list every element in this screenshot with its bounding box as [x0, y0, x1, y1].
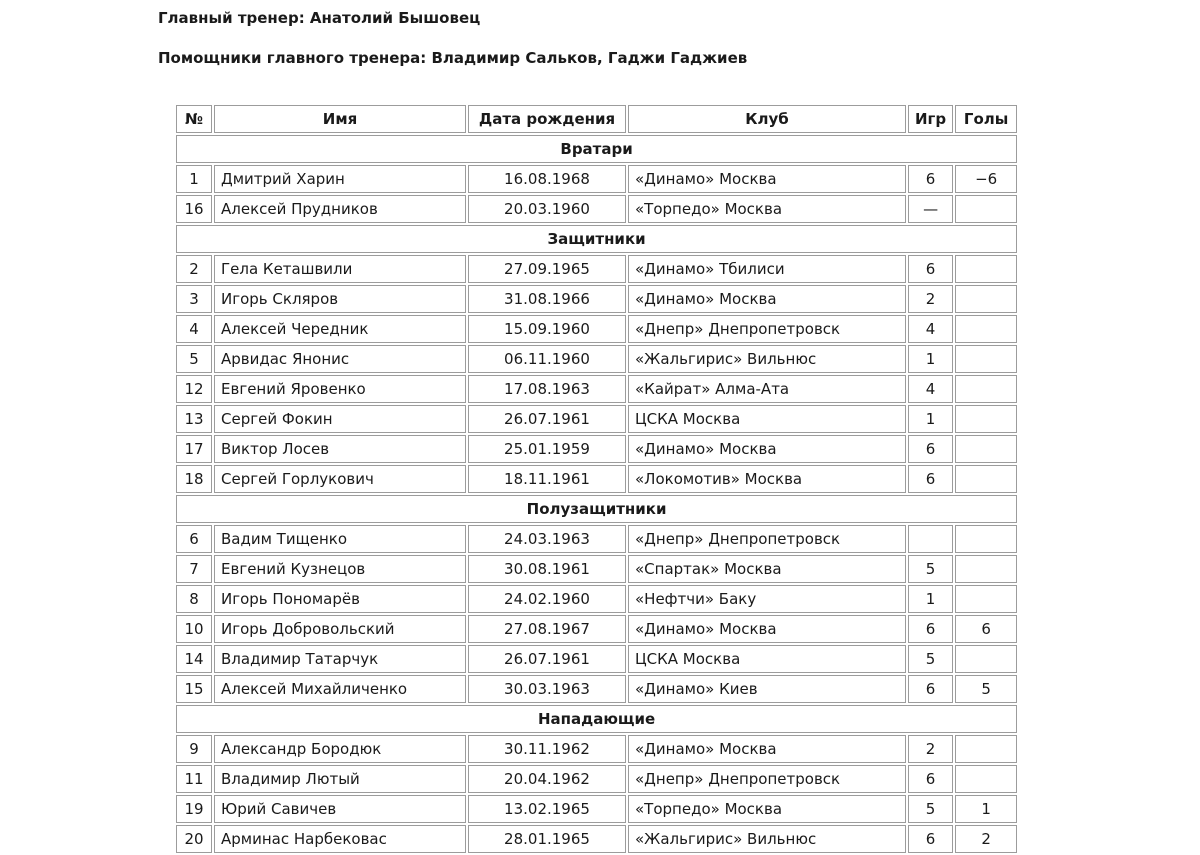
cell-birthdate: 30.03.1963 [468, 675, 626, 703]
player-row [176, 555, 1017, 583]
cell-goals: 5 [955, 675, 1017, 703]
player-row [176, 165, 1017, 193]
cell-games [908, 525, 953, 553]
player-row [176, 735, 1017, 763]
cell-games: 6 [908, 435, 953, 463]
cell-birthdate: 25.01.1959 [468, 435, 626, 463]
cell-birthdate: 15.09.1960 [468, 315, 626, 343]
player-row [176, 795, 1017, 823]
cell-goals [955, 285, 1017, 313]
cell-name: Игорь Добровольский [214, 615, 466, 643]
cell-club: «Динамо» Москва [628, 435, 906, 463]
cell-name: Арминас Нарбековас [214, 825, 466, 853]
cell-name: Вадим Тищенко [214, 525, 466, 553]
cell-birthdate: 26.07.1961 [468, 405, 626, 433]
player-row [176, 615, 1017, 643]
cell-goals [955, 525, 1017, 553]
cell-games: 6 [908, 465, 953, 493]
cell-name: Евгений Яровенко [214, 375, 466, 403]
assistant-coaches-line: Помощники главного тренера: Владимир Сальков, Гаджи Гаджиев [158, 49, 748, 67]
cell-club: «Кайрат» Алма-Ата [628, 375, 906, 403]
cell-number: 20 [176, 825, 212, 853]
column-header-number: № [176, 105, 212, 133]
cell-games: 1 [908, 585, 953, 613]
player-row [176, 825, 1017, 853]
cell-number: 11 [176, 765, 212, 793]
cell-games: 6 [908, 165, 953, 193]
column-header-goals: Голы [955, 105, 1017, 133]
cell-games: 1 [908, 345, 953, 373]
cell-birthdate: 27.09.1965 [468, 255, 626, 283]
section-row [176, 135, 1017, 163]
section-row [176, 705, 1017, 733]
cell-games: 6 [908, 825, 953, 853]
cell-goals: 2 [955, 825, 1017, 853]
cell-number: 16 [176, 195, 212, 223]
cell-birthdate: 26.07.1961 [468, 645, 626, 673]
cell-number: 2 [176, 255, 212, 283]
cell-name: Игорь Пономарёв [214, 585, 466, 613]
cell-club: «Динамо» Москва [628, 615, 906, 643]
cell-club: «Локомотив» Москва [628, 465, 906, 493]
cell-club: «Днепр» Днепропетровск [628, 765, 906, 793]
cell-number: 9 [176, 735, 212, 763]
cell-club: «Нефтчи» Баку [628, 585, 906, 613]
cell-birthdate: 20.04.1962 [468, 765, 626, 793]
cell-birthdate: 24.03.1963 [468, 525, 626, 553]
cell-goals [955, 255, 1017, 283]
cell-birthdate: 20.03.1960 [468, 195, 626, 223]
head-coach-line: Главный тренер: Анатолий Бышовец [158, 9, 481, 27]
cell-goals [955, 375, 1017, 403]
column-header-club: Клуб [628, 105, 906, 133]
cell-goals [955, 585, 1017, 613]
cell-number: 14 [176, 645, 212, 673]
player-row [176, 675, 1017, 703]
cell-name: Гела Кеташвили [214, 255, 466, 283]
table-header-row [176, 105, 1017, 133]
cell-birthdate: 17.08.1963 [468, 375, 626, 403]
cell-number: 3 [176, 285, 212, 313]
cell-club: ЦСКА Москва [628, 405, 906, 433]
cell-club: «Динамо» Москва [628, 165, 906, 193]
player-row [176, 345, 1017, 373]
cell-birthdate: 27.08.1967 [468, 615, 626, 643]
cell-name: Юрий Савичев [214, 795, 466, 823]
cell-games: 6 [908, 765, 953, 793]
cell-games: 6 [908, 255, 953, 283]
player-row [176, 585, 1017, 613]
cell-goals [955, 555, 1017, 583]
cell-number: 5 [176, 345, 212, 373]
cell-club: «Динамо» Тбилиси [628, 255, 906, 283]
cell-name: Арвидас Янонис [214, 345, 466, 373]
cell-name: Алексей Чередник [214, 315, 466, 343]
cell-name: Евгений Кузнецов [214, 555, 466, 583]
cell-name: Александр Бородюк [214, 735, 466, 763]
cell-number: 13 [176, 405, 212, 433]
player-row [176, 765, 1017, 793]
cell-club: «Днепр» Днепропетровск [628, 525, 906, 553]
cell-games: 2 [908, 285, 953, 313]
cell-birthdate: 18.11.1961 [468, 465, 626, 493]
cell-games: — [908, 195, 953, 223]
player-row [176, 645, 1017, 673]
player-row [176, 435, 1017, 463]
section-title: Полузащитники [176, 495, 1017, 523]
cell-goals [955, 195, 1017, 223]
cell-goals [955, 735, 1017, 763]
player-row [176, 255, 1017, 283]
cell-number: 8 [176, 585, 212, 613]
section-title: Нападающие [176, 705, 1017, 733]
section-row [176, 225, 1017, 253]
cell-number: 17 [176, 435, 212, 463]
cell-club: «Динамо» Киев [628, 675, 906, 703]
player-row [176, 195, 1017, 223]
section-title: Защитники [176, 225, 1017, 253]
cell-number: 10 [176, 615, 212, 643]
cell-goals [955, 315, 1017, 343]
cell-number: 6 [176, 525, 212, 553]
cell-club: ЦСКА Москва [628, 645, 906, 673]
cell-name: Игорь Скляров [214, 285, 466, 313]
cell-club: «Спартак» Москва [628, 555, 906, 583]
cell-number: 7 [176, 555, 212, 583]
cell-number: 1 [176, 165, 212, 193]
cell-name: Дмитрий Харин [214, 165, 466, 193]
cell-club: «Днепр» Днепропетровск [628, 315, 906, 343]
cell-birthdate: 24.02.1960 [468, 585, 626, 613]
cell-games: 5 [908, 555, 953, 583]
cell-goals: −6 [955, 165, 1017, 193]
cell-number: 15 [176, 675, 212, 703]
section-title: Вратари [176, 135, 1017, 163]
player-row [176, 405, 1017, 433]
cell-name: Сергей Горлукович [214, 465, 466, 493]
player-row [176, 315, 1017, 343]
cell-birthdate: 16.08.1968 [468, 165, 626, 193]
cell-games: 6 [908, 675, 953, 703]
cell-number: 12 [176, 375, 212, 403]
section-row [176, 495, 1017, 523]
cell-goals [955, 345, 1017, 373]
cell-club: «Динамо» Москва [628, 285, 906, 313]
cell-games: 1 [908, 405, 953, 433]
cell-club: «Торпедо» Москва [628, 195, 906, 223]
roster-table [174, 103, 1019, 855]
cell-name: Виктор Лосев [214, 435, 466, 463]
cell-birthdate: 31.08.1966 [468, 285, 626, 313]
cell-name: Алексей Михайличенко [214, 675, 466, 703]
cell-name: Владимир Лютый [214, 765, 466, 793]
cell-birthdate: 28.01.1965 [468, 825, 626, 853]
cell-name: Сергей Фокин [214, 405, 466, 433]
cell-games: 4 [908, 315, 953, 343]
column-header-birthdate: Дата рождения [468, 105, 626, 133]
cell-birthdate: 06.11.1960 [468, 345, 626, 373]
cell-games: 5 [908, 645, 953, 673]
column-header-games: Игр [908, 105, 953, 133]
cell-goals [955, 765, 1017, 793]
cell-birthdate: 30.08.1961 [468, 555, 626, 583]
cell-number: 18 [176, 465, 212, 493]
cell-games: 5 [908, 795, 953, 823]
cell-birthdate: 30.11.1962 [468, 735, 626, 763]
cell-birthdate: 13.02.1965 [468, 795, 626, 823]
cell-club: «Торпедо» Москва [628, 795, 906, 823]
cell-club: «Жальгирис» Вильнюс [628, 825, 906, 853]
cell-club: «Динамо» Москва [628, 735, 906, 763]
cell-name: Владимир Татарчук [214, 645, 466, 673]
cell-games: 2 [908, 735, 953, 763]
player-row [176, 465, 1017, 493]
cell-goals: 1 [955, 795, 1017, 823]
cell-games: 6 [908, 615, 953, 643]
cell-goals [955, 465, 1017, 493]
cell-number: 19 [176, 795, 212, 823]
player-row [176, 375, 1017, 403]
cell-goals: 6 [955, 615, 1017, 643]
cell-games: 4 [908, 375, 953, 403]
cell-club: «Жальгирис» Вильнюс [628, 345, 906, 373]
cell-goals [955, 405, 1017, 433]
column-header-name: Имя [214, 105, 466, 133]
player-row [176, 285, 1017, 313]
cell-name: Алексей Прудников [214, 195, 466, 223]
cell-number: 4 [176, 315, 212, 343]
cell-goals [955, 645, 1017, 673]
player-row [176, 525, 1017, 553]
cell-goals [955, 435, 1017, 463]
